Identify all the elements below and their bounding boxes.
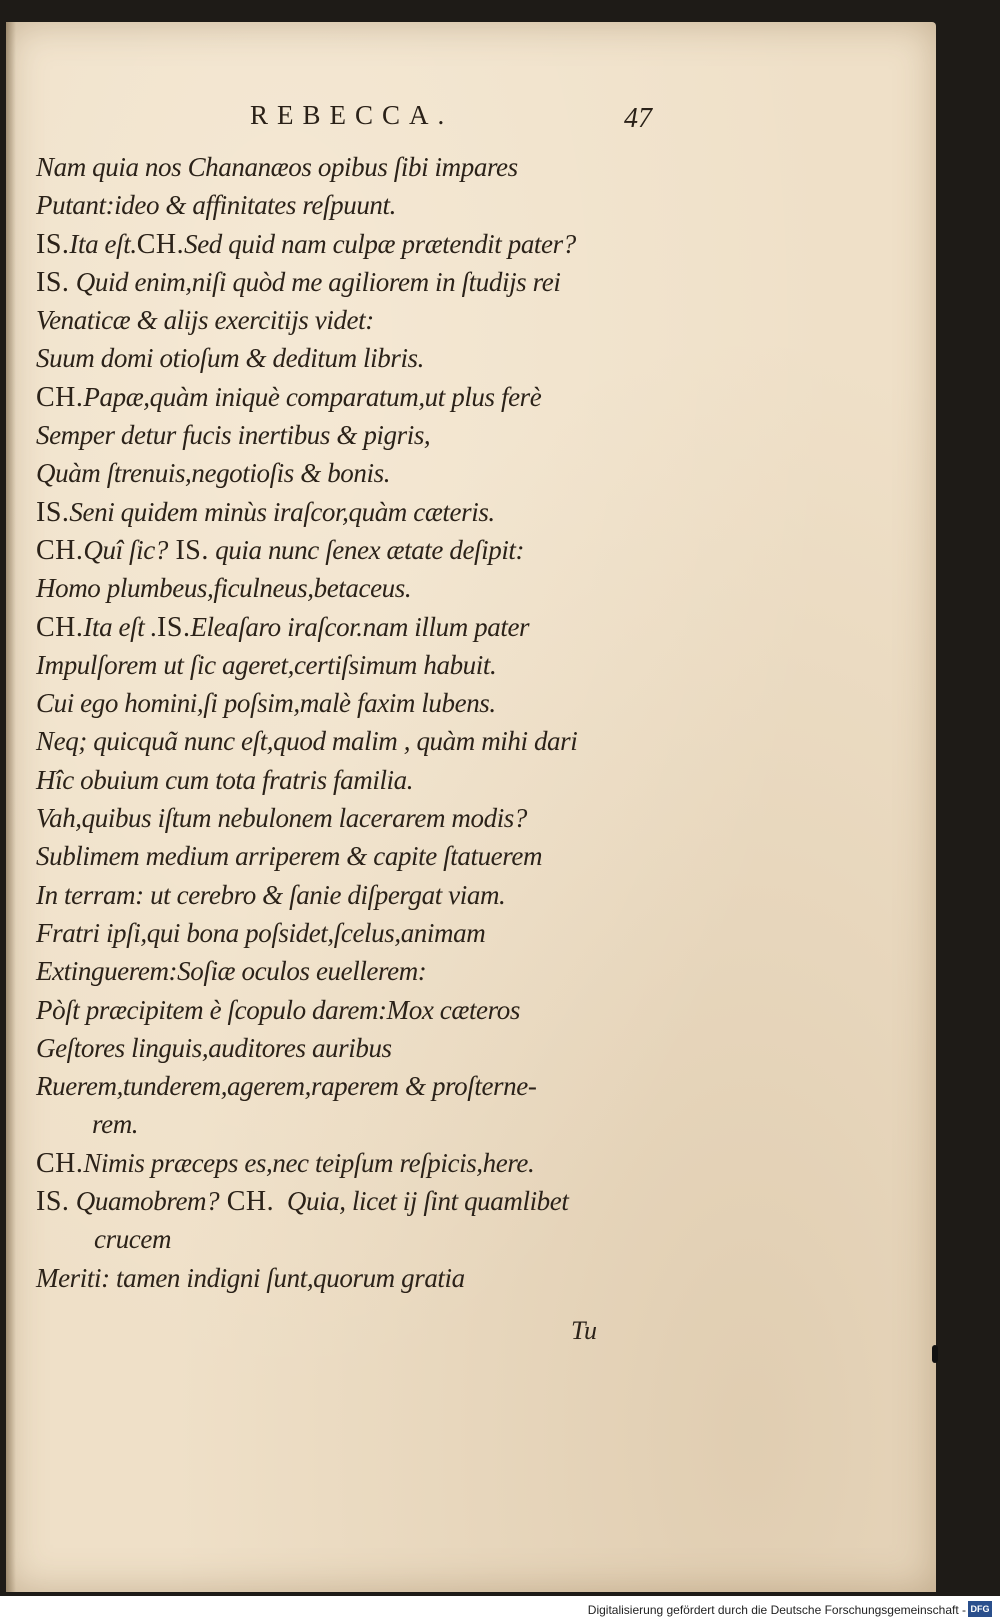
verse-text: rem. [92, 1109, 139, 1140]
verse-text: Pòſt præcipitem è ſcopulo darem:Mox cæteros [36, 994, 520, 1025]
verse-line [36, 1029, 676, 1067]
verse-line [36, 225, 676, 263]
verse-text: Quî ſic? [83, 534, 168, 565]
verse-text: In terram: ut cerebro & ſanie diſpergat viam. [36, 879, 506, 910]
page-number: 47 [624, 103, 652, 134]
verse-text: Sed quid nam culpæ prætendit pater? [184, 228, 576, 259]
verse-text: Eleaſaro iraſcor.nam illum pater [190, 611, 530, 642]
verse-line [36, 1259, 676, 1297]
verse-text: Geſtores linguis,auditores auribus [36, 1032, 392, 1063]
speaker-label: CH. [136, 228, 185, 260]
verse-line [36, 722, 676, 760]
verse-line [36, 263, 676, 301]
verse-line [36, 378, 676, 416]
verse-text: Homo plumbeus,ficulneus,betaceus. [36, 573, 412, 604]
verse-text: Ita eſt. [69, 228, 137, 259]
verse-line [36, 493, 676, 531]
verse-text: Quamobrem? [69, 1186, 220, 1217]
dfg-logo-icon: DFG [968, 1601, 992, 1617]
speaker-label: IS. [36, 1186, 70, 1218]
verse-text: Meriti: tamen indigni ſunt,quorum gratia [36, 1262, 465, 1293]
speaker-label: CH. [36, 1147, 84, 1179]
verse-text: Fratri ipſi,qui bona poſsidet,ſcelus,animam [36, 917, 486, 948]
verse-line [36, 1067, 676, 1105]
verse-line [36, 761, 676, 799]
verse-text: Ita eſt . [83, 611, 158, 642]
catchword: Tu [571, 1316, 598, 1345]
speaker-label: IS. [36, 496, 70, 528]
verse-text: Quid enim,niſi quòd me agiliorem in ſtudijs rei [69, 266, 561, 297]
speaker-label: IS. [36, 266, 70, 298]
verse-line [36, 454, 676, 492]
verse-line [36, 339, 676, 377]
speaker-label: IS. [167, 534, 209, 566]
verse-text: quia nunc ſenex ætate deſipit: [208, 534, 525, 565]
verse-text: Putant:ideo & affinitates reſpuunt. [36, 190, 396, 221]
verse-line [36, 1144, 676, 1182]
verse-text: Vah,quibus iſtum nebulonem lacerarem modis? [36, 803, 528, 834]
verse-line [36, 646, 676, 684]
verse-line [36, 837, 676, 875]
scan-artifact [932, 1345, 938, 1363]
verse-text: Quàm ſtrenuis,negotioſis & bonis. [36, 458, 391, 489]
verse-line [36, 876, 676, 914]
verse-line [36, 569, 676, 607]
verse-line [36, 148, 676, 186]
verse-line [36, 991, 676, 1029]
verse-line [36, 186, 676, 224]
verse-line [36, 608, 676, 646]
verse-text: Ruerem,tunderem,agerem,raperem & proſterne- [36, 1071, 537, 1102]
verse-text: Suum domi otioſum & deditum libris. [36, 343, 425, 374]
running-head: REBECCA. [250, 100, 454, 130]
speaker-label: CH. [219, 1186, 275, 1218]
verse-line [36, 799, 676, 837]
verse-line [36, 1220, 676, 1258]
verse-text: Seni quidem minùs iraſcor,quàm cæteris. [69, 496, 495, 527]
verse-line [36, 416, 676, 454]
funding-notice: Digitalisierung gefördert durch die Deutsche Forschungsgemeinschaft - [587, 1603, 966, 1617]
verse-line [36, 684, 676, 722]
page-gutter-shadow [6, 22, 16, 1592]
speaker-label: IS. [36, 228, 70, 260]
verse-text: Quia, licet ij ſint quamlibet [274, 1186, 569, 1217]
verse-text: Sublimem medium arriperem & capite ſtatuerem [36, 841, 543, 872]
verse-line [36, 914, 676, 952]
verse-line [36, 1105, 676, 1143]
verse-text: Venaticæ & alijs exercitijs videt: [36, 305, 374, 336]
verse-line [36, 952, 676, 990]
verse-text: Neq; quicquã nunc eſt,quod malim , quàm mihi dari [36, 726, 578, 757]
verse-text: Nam quia nos Chananæos opibus ſibi impares [36, 152, 518, 182]
verse-text: Nimis præceps es,nec teipſum reſpicis,here. [83, 1147, 535, 1178]
speaker-label: CH. [36, 381, 84, 413]
speaker-label: IS. [157, 611, 191, 643]
verse-text: Semper detur fucis inertibus & pigris, [36, 420, 431, 451]
verse-text: Hîc obuium cum tota fratris familia. [36, 764, 414, 795]
verse-text: Impulſorem ut ſic ageret,certiſsimum habuit. [36, 649, 497, 680]
speaker-label: CH. [36, 611, 84, 643]
verse-line [36, 301, 676, 339]
verse-text: Extinguerem:Soſiæ oculos euellerem: [36, 956, 427, 987]
speaker-label: CH. [36, 534, 84, 566]
verse-text: Papæ,quàm iniquè comparatum,ut plus ferè [83, 381, 542, 412]
verse-text-block [36, 148, 676, 1297]
verse-line [36, 1182, 676, 1220]
verse-line [36, 531, 676, 569]
verse-text: crucem [94, 1224, 172, 1255]
verse-text: Cui ego homini,ſi poſsim,malè faxim lubens. [36, 688, 496, 719]
